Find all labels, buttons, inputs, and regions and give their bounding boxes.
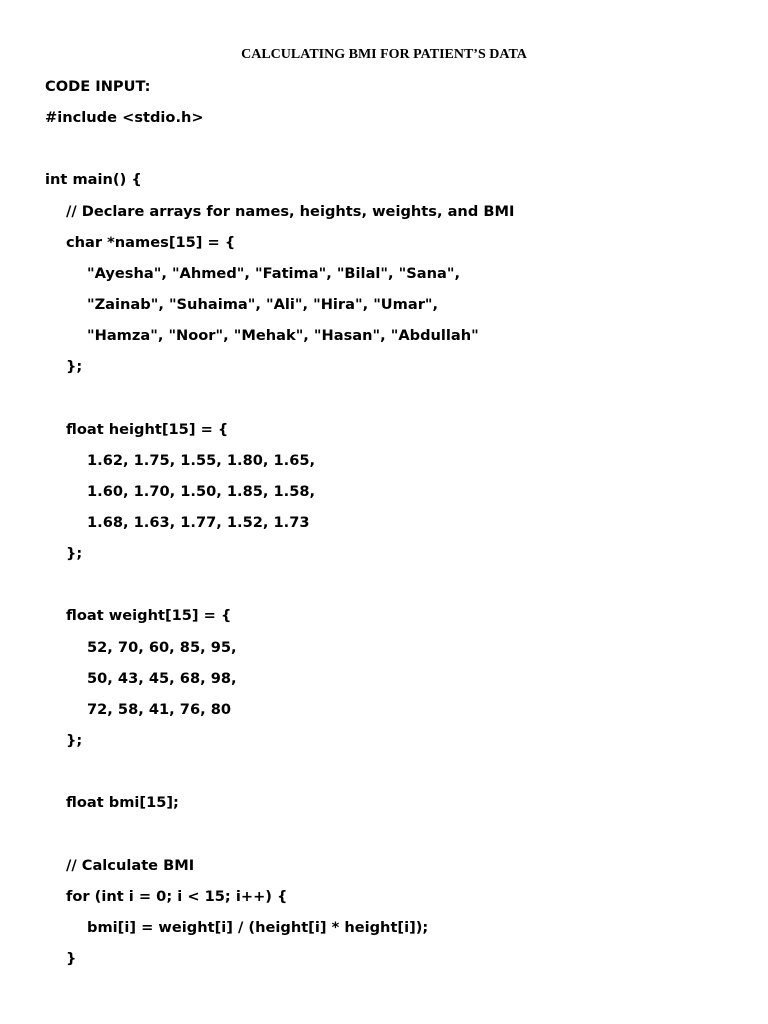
code-line: #include <stdio.h> [45,109,204,127]
code-line: float height[15] = { [66,420,229,438]
code-line: 1.68, 1.63, 1.77, 1.52, 1.73 [87,513,310,531]
blank-line [45,133,748,164]
code-line: 50, 43, 45, 68, 98, [87,669,237,687]
code-line: float weight[15] = { [66,607,232,625]
blank-line [45,569,748,600]
code-line: "Hamza", "Noor", "Mehak", "Hasan", "Abdullah" [87,327,479,345]
code-line: 52, 70, 60, 85, 95, [87,638,237,656]
code-line: }; [66,731,83,749]
document-title: CALCULATING BMI FOR PATIENT’S DATA [241,47,527,62]
code-line: 1.62, 1.75, 1.55, 1.80, 1.65, [87,451,316,469]
code-line: }; [66,358,83,376]
code-line: }; [66,545,83,563]
code-line: CODE INPUT: [45,78,151,95]
code-line: for (int i = 0; i < 15; i++) { [66,887,288,905]
code-line: "Zainab", "Suhaima", "Ali", "Hira", "Umar", [87,295,439,313]
blank-line [45,818,748,849]
code-line: // Declare arrays for names, heights, weights, and BMI [66,202,515,220]
code-line: float bmi[15]; [66,794,179,812]
code-line: 72, 58, 41, 76, 80 [87,700,232,718]
blank-line [45,756,748,787]
code-line: 1.60, 1.70, 1.50, 1.85, 1.58, [87,482,316,500]
code-line: // Calculate BMI [66,856,195,874]
code-line: char *names[15] = { [66,233,236,251]
code-block [45,71,748,974]
blank-line [45,382,748,413]
code-line: int main() { [45,171,142,189]
code-line: } [66,949,77,967]
code-line: "Ayesha", "Ahmed", "Fatima", "Bilal", "Sana", [87,264,460,282]
code-line: bmi[i] = weight[i] / (height[i] * height[i]); [87,918,429,936]
